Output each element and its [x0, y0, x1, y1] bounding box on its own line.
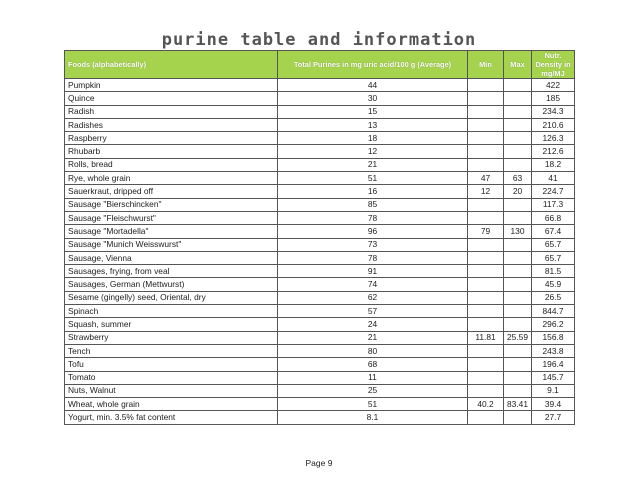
table-row [65, 344, 575, 357]
nutr-density-cell: 210.6 [532, 118, 575, 131]
food-name-cell: Sausage "Fleischwurst" [65, 211, 278, 224]
min-cell [468, 145, 504, 158]
table-body [65, 79, 575, 425]
total-purines-cell: 21 [278, 331, 468, 344]
food-name-cell: Sausages, German (Mettwurst) [65, 278, 278, 291]
min-cell [468, 278, 504, 291]
column-header-foods: Foods (alphabetically) [65, 51, 278, 79]
min-cell: 47 [468, 172, 504, 185]
table-row [65, 79, 575, 92]
food-name-cell: Tofu [65, 358, 278, 371]
total-purines-cell: 57 [278, 305, 468, 318]
food-name-cell: Rolls, bread [65, 158, 278, 171]
min-cell [468, 238, 504, 251]
food-name-cell: Strawberry [65, 331, 278, 344]
total-purines-cell: 44 [278, 79, 468, 92]
min-cell [468, 198, 504, 211]
table-row [65, 211, 575, 224]
nutr-density-cell: 117.3 [532, 198, 575, 211]
food-name-cell: Rhubarb [65, 145, 278, 158]
food-name-cell: Nuts, Walnut [65, 384, 278, 397]
table-row [65, 411, 575, 424]
food-name-cell: Quince [65, 92, 278, 105]
min-cell [468, 305, 504, 318]
food-name-cell: Sausage "Bierschincken" [65, 198, 278, 211]
nutr-density-cell: 65.7 [532, 251, 575, 264]
food-name-cell: Squash, summer [65, 318, 278, 331]
max-cell [504, 105, 532, 118]
food-name-cell: Wheat, whole grain [65, 398, 278, 411]
total-purines-cell: 25 [278, 384, 468, 397]
min-cell: 40.2 [468, 398, 504, 411]
nutr-density-cell: 39.4 [532, 398, 575, 411]
food-name-cell: Sesame (gingelly) seed, Oriental, dry [65, 291, 278, 304]
nutr-density-cell: 422 [532, 79, 575, 92]
max-cell [504, 158, 532, 171]
column-header-min: Min [468, 51, 504, 79]
nutr-density-cell: 156.8 [532, 331, 575, 344]
page-title: purine table and information [161, 30, 477, 50]
food-name-cell: Spinach [65, 305, 278, 318]
max-cell: 130 [504, 225, 532, 238]
min-cell: 79 [468, 225, 504, 238]
total-purines-cell: 21 [278, 158, 468, 171]
max-cell [504, 79, 532, 92]
nutr-density-cell: 212.6 [532, 145, 575, 158]
food-name-cell: Raspberry [65, 132, 278, 145]
nutr-density-cell: 45.9 [532, 278, 575, 291]
max-cell [504, 358, 532, 371]
total-purines-cell: 13 [278, 118, 468, 131]
total-purines-cell: 91 [278, 265, 468, 278]
column-header-total-purines: Total Purines in mg uric acid/100 g (Average) [278, 51, 468, 79]
table-row [65, 371, 575, 384]
table-row [65, 132, 575, 145]
nutr-density-cell: 145.7 [532, 371, 575, 384]
nutr-density-cell: 67.4 [532, 225, 575, 238]
purine-table [64, 50, 575, 425]
max-cell [504, 305, 532, 318]
total-purines-cell: 18 [278, 132, 468, 145]
food-name-cell: Sausage, Vienna [65, 251, 278, 264]
food-name-cell: Sauerkraut, dripped off [65, 185, 278, 198]
nutr-density-cell: 41 [532, 172, 575, 185]
min-cell [468, 265, 504, 278]
table-row [65, 331, 575, 344]
column-header-nutr-density: Nutr. Density in mg/MJ [532, 51, 575, 79]
min-cell [468, 105, 504, 118]
total-purines-cell: 74 [278, 278, 468, 291]
max-cell: 20 [504, 185, 532, 198]
nutr-density-cell: 243.8 [532, 344, 575, 357]
min-cell [468, 92, 504, 105]
column-header-max: Max [504, 51, 532, 79]
min-cell: 11.81 [468, 331, 504, 344]
min-cell [468, 251, 504, 264]
total-purines-cell: 80 [278, 344, 468, 357]
max-cell [504, 118, 532, 131]
total-purines-cell: 24 [278, 318, 468, 331]
max-cell [504, 238, 532, 251]
food-name-cell: Radishes [65, 118, 278, 131]
table-header-row [65, 51, 575, 79]
total-purines-cell: 96 [278, 225, 468, 238]
max-cell: 63 [504, 172, 532, 185]
nutr-density-cell: 126.3 [532, 132, 575, 145]
table-row [65, 398, 575, 411]
total-purines-cell: 85 [278, 198, 468, 211]
table-row [65, 291, 575, 304]
max-cell [504, 344, 532, 357]
max-cell [504, 411, 532, 424]
total-purines-cell: 16 [278, 185, 468, 198]
min-cell [468, 371, 504, 384]
min-cell [468, 132, 504, 145]
min-cell [468, 318, 504, 331]
food-name-cell: Tench [65, 344, 278, 357]
nutr-density-cell: 9.1 [532, 384, 575, 397]
nutr-density-cell: 844.7 [532, 305, 575, 318]
nutr-density-cell: 66.8 [532, 211, 575, 224]
total-purines-cell: 12 [278, 145, 468, 158]
max-cell [504, 384, 532, 397]
table-row [65, 358, 575, 371]
nutr-density-cell: 185 [532, 92, 575, 105]
min-cell [468, 291, 504, 304]
min-cell [468, 158, 504, 171]
food-name-cell: Rye, whole grain [65, 172, 278, 185]
food-name-cell: Sausage "Mortadella" [65, 225, 278, 238]
max-cell [504, 132, 532, 145]
min-cell [468, 358, 504, 371]
min-cell [468, 211, 504, 224]
table-row [65, 185, 575, 198]
total-purines-cell: 8.1 [278, 411, 468, 424]
table-row [65, 305, 575, 318]
nutr-density-cell: 27.7 [532, 411, 575, 424]
total-purines-cell: 11 [278, 371, 468, 384]
table-row [65, 105, 575, 118]
food-name-cell: Sausages, frying, from veal [65, 265, 278, 278]
food-name-cell: Pumpkin [65, 79, 278, 92]
min-cell: 12 [468, 185, 504, 198]
food-name-cell: Yogurt, min. 3.5% fat content [65, 411, 278, 424]
min-cell [468, 384, 504, 397]
table-row [65, 278, 575, 291]
food-name-cell: Tomato [65, 371, 278, 384]
max-cell [504, 211, 532, 224]
table-row [65, 251, 575, 264]
table-row [65, 265, 575, 278]
nutr-density-cell: 26.5 [532, 291, 575, 304]
nutr-density-cell: 196.4 [532, 358, 575, 371]
table-row [65, 92, 575, 105]
table-row [65, 158, 575, 171]
table-row [65, 318, 575, 331]
max-cell [504, 265, 532, 278]
table-row [65, 225, 575, 238]
max-cell: 25.59 [504, 331, 532, 344]
total-purines-cell: 78 [278, 251, 468, 264]
total-purines-cell: 78 [278, 211, 468, 224]
nutr-density-cell: 18.2 [532, 158, 575, 171]
max-cell [504, 198, 532, 211]
min-cell [468, 79, 504, 92]
max-cell [504, 291, 532, 304]
total-purines-cell: 68 [278, 358, 468, 371]
nutr-density-cell: 65.7 [532, 238, 575, 251]
nutr-density-cell: 81.5 [532, 265, 575, 278]
table-row [65, 198, 575, 211]
total-purines-cell: 30 [278, 92, 468, 105]
max-cell [504, 318, 532, 331]
table-row [65, 145, 575, 158]
max-cell [504, 371, 532, 384]
max-cell [504, 278, 532, 291]
total-purines-cell: 51 [278, 398, 468, 411]
min-cell [468, 344, 504, 357]
max-cell: 83.41 [504, 398, 532, 411]
max-cell [504, 145, 532, 158]
food-name-cell: Radish [65, 105, 278, 118]
total-purines-cell: 15 [278, 105, 468, 118]
table-row [65, 172, 575, 185]
page-number: Page 9 [305, 458, 333, 468]
table-row [65, 384, 575, 397]
table-row [65, 238, 575, 251]
total-purines-cell: 73 [278, 238, 468, 251]
min-cell [468, 118, 504, 131]
table-row [65, 118, 575, 131]
max-cell [504, 251, 532, 264]
total-purines-cell: 62 [278, 291, 468, 304]
nutr-density-cell: 296.2 [532, 318, 575, 331]
nutr-density-cell: 224.7 [532, 185, 575, 198]
food-name-cell: Sausage "Munich Weisswurst" [65, 238, 278, 251]
min-cell [468, 411, 504, 424]
total-purines-cell: 51 [278, 172, 468, 185]
max-cell [504, 92, 532, 105]
nutr-density-cell: 234.3 [532, 105, 575, 118]
